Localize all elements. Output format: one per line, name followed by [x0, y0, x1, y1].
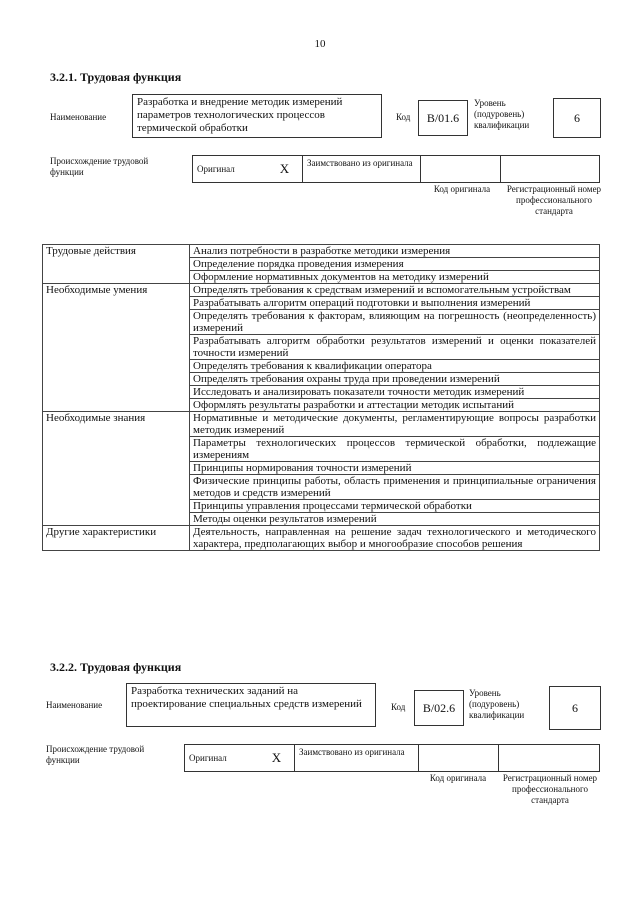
reg-number-cell-2: [499, 745, 599, 771]
table-row: Оформлять результаты разработки и аттестации методик испытаний: [190, 399, 600, 412]
function-code-1: B/01.6: [418, 100, 468, 136]
code-original-caption-1: Код оригинала: [433, 184, 491, 194]
table-row: Исследовать и анализировать показатели точности методик измерений: [190, 386, 600, 399]
page-number: 10: [314, 38, 326, 50]
level-label-1: Уровень (подуровень) квалификации: [474, 98, 530, 130]
category-knowledge: Необходимые знания: [43, 412, 190, 526]
table-row: Определять требования к квалификации оператора: [190, 360, 600, 373]
table-row: Анализ потребности в разработке методики измерения: [190, 245, 600, 258]
category-labor-actions: Трудовые действия: [43, 245, 190, 284]
reg-number-caption-2: Регистрационный номер профессионального стандарта: [502, 773, 598, 805]
code-original-cell-2: [419, 745, 499, 771]
origin-row-1: [192, 155, 600, 183]
function-details-table: [42, 244, 600, 551]
original-label-1: Оригинал: [197, 164, 235, 174]
category-skills: Необходимые умения: [43, 284, 190, 412]
table-row: Разрабатывать алгоритм операций подготовки и выполнения измерений: [190, 297, 600, 310]
code-label-1: Код: [396, 112, 411, 122]
function-code-2: B/02.6: [414, 690, 464, 726]
borrowed-label-2: Заимствовано из оригинала: [295, 745, 419, 771]
function-name-1: Разработка и внедрение методик измерений параметров технологических процессов термической обработки: [132, 94, 382, 138]
origin-label-2: Происхождение трудовой функции: [46, 744, 145, 765]
function-name-2: Разработка технических заданий на проектирование специальных средств измерений: [126, 683, 376, 727]
origin-row-2: [184, 744, 600, 772]
table-row: Определять требования охраны труда при проведении измерений: [190, 373, 600, 386]
name-label-2: Наименование: [46, 700, 103, 710]
level-label-2: Уровень (подуровень) квалификации: [469, 688, 525, 720]
table-row: Физические принципы работы, область применения и принципиальные ограничения методов и средств измерений: [190, 475, 600, 500]
original-check-2: X: [259, 745, 295, 771]
section-title-2: 3.2.2. Трудовая функция: [50, 660, 182, 674]
code-original-caption-2: Код оригинала: [429, 773, 487, 783]
table-row: Нормативные и методические документы, регламентирующие вопросы разработки методик измерений: [190, 412, 600, 437]
category-other: Другие характеристики: [43, 526, 190, 551]
table-row: Методы оценки результатов измерений: [190, 513, 600, 526]
qualification-level-2: 6: [549, 686, 601, 730]
original-label-2: Оригинал: [189, 753, 227, 763]
table-row: Определять требования к факторам, влияющим на погрешность (неопределенность) измерений: [190, 310, 600, 335]
table-row: Деятельность, направленная на решение задач технологического и методического характера, предполагающих выбор и многообразие способов решения: [190, 526, 600, 551]
reg-number-cell-1: [501, 156, 599, 182]
original-check-1: X: [267, 156, 303, 182]
borrowed-label-1: Заимствовано из оригинала: [303, 156, 421, 182]
reg-number-caption-1: Регистрационный номер профессионального стандарта: [506, 184, 602, 216]
table-row: Принципы управления процессами термической обработки: [190, 500, 600, 513]
table-row: Определять требования к средствам измерений и вспомогательным устройствам: [190, 284, 600, 297]
table-row: Параметры технологических процессов термической обработки, подлежащие измерениям: [190, 437, 600, 462]
code-original-cell-1: [421, 156, 501, 182]
origin-label-1: Происхождение трудовой функции: [50, 156, 149, 177]
table-row: Разрабатывать алгоритм обработки результатов измерений и оценки показателей точности измерений: [190, 335, 600, 360]
table-row: Принципы нормирования точности измерений: [190, 462, 600, 475]
section-title-1: 3.2.1. Трудовая функция: [50, 70, 182, 84]
code-label-2: Код: [391, 702, 406, 712]
table-row: Определение порядка проведения измерения: [190, 258, 600, 271]
table-row: Оформление нормативных документов на методику измерений: [190, 271, 600, 284]
qualification-level-1: 6: [553, 98, 601, 138]
name-label-1: Наименование: [50, 112, 107, 122]
